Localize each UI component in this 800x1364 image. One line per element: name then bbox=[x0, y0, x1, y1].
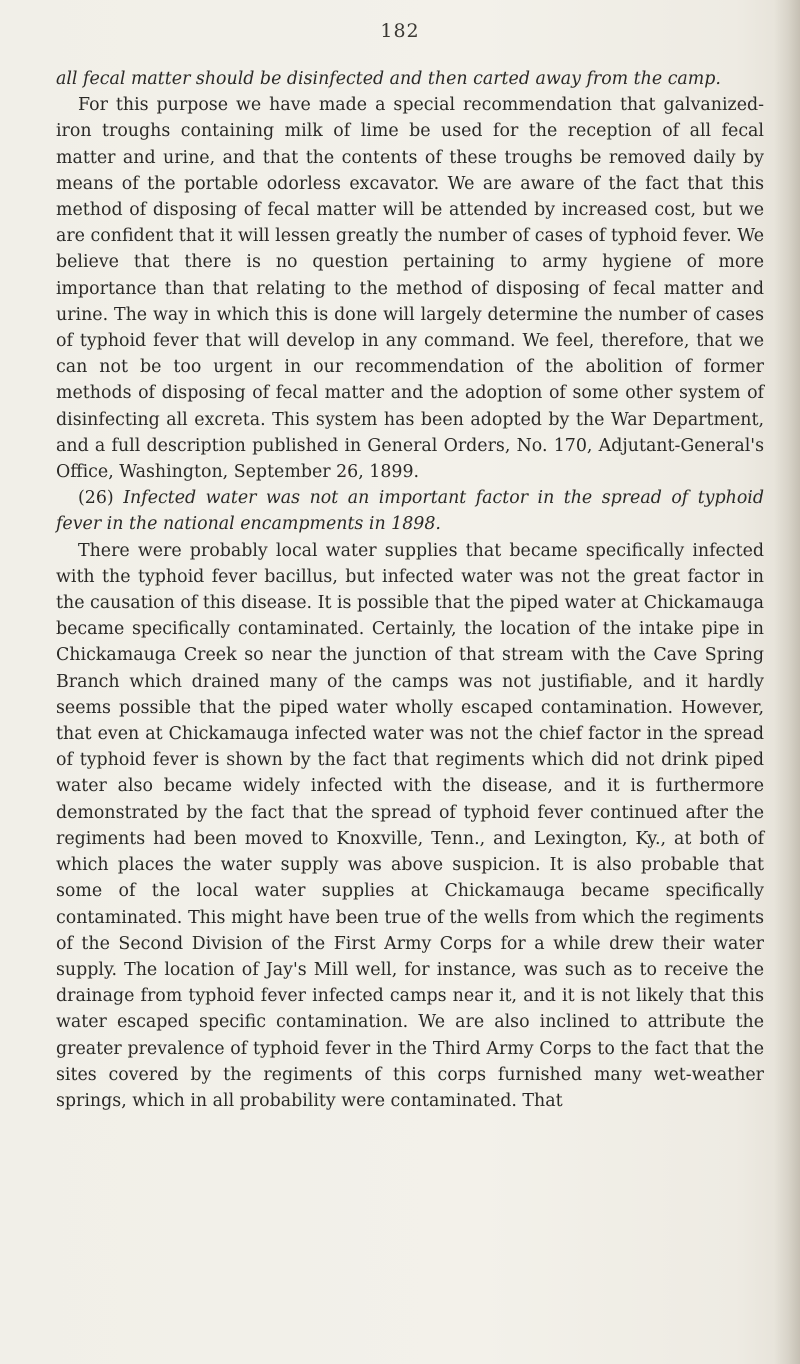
paragraph-continuation bbox=[56, 66, 764, 92]
continuation-italic-text: all fecal matter should be disinfected and then carted away from the camp. bbox=[56, 69, 721, 89]
section-heading-text: Infected water was not an important factor in the spread of typhoid fever in the national encampments in 1898. bbox=[56, 488, 765, 535]
paragraph-troughs: For this purpose we have made a special recommendation that galvanized-iron troughs containing milk of lime be used for the reception of all fecal matter and urine, and that the contents of these troughs be removed daily by means of the portable odorless excavator. We are aware of the fact that this method of disposing of fecal matter will be attended by increased cost, but we are confident that it will lessen greatly the number of cases of typhoid fever. We believe that there is no question pertaining to army hygiene of more importance than that relating to the method of disposing of fecal matter and urine. The way in which this is done will largely determine the number of cases of typhoid fever that will develop in any command. We feel, therefore, that we can not be too urgent in our recommendation of the abolition of former methods of disposing of fecal matter and the adoption of some other system of disinfecting all excreta. This system has been adopted by the War Department, and a full description published in General Orders, No. 170, Adjutant-General's Office, Washington, September 26, 1899. bbox=[56, 95, 764, 483]
page-number: 182 bbox=[380, 20, 420, 42]
section-number: (26) bbox=[78, 488, 114, 509]
page-edge-shadow bbox=[774, 0, 800, 1364]
body-text bbox=[56, 66, 764, 1114]
paragraph-water: There were probably local water supplies that became specifically infected with the typhoid fever bacillus, but infected water was not the great factor in the causation of this disease. It is possible that the piped water at Chickamauga became specifically contaminated. Certainly, the location of the intake pipe in Chickamauga Creek so near the junction of that stream with the Cave Spring Branch which drained many of the camps was not justifiable, and it hardly seems possible that the piped water wholly escaped contamination. However, that even at Chickamauga infected water was not the chief factor in the spread of typhoid fever is shown by the fact that regiments which did not drink piped water also became widely infected with the disease, and it is furthermore demonstrated by the fact that the spread of typhoid fever continued after the regiments had been moved to Knoxville, Tenn., and Lexington, Ky., at both of which places the water supply was above suspicion. It is also probable that some of the local water supplies at Chickamauga became specifically contaminated. This might have been true of the wells from which the regiments of the Second Division of the First Army Corps for a while drew their water supply. The location of Jay's Mill well, for instance, was such as to receive the drainage from typhoid fever infected camps near it, and it is not likely that this water escaped specific contamination. We are also inclined to attribute the greater prevalence of typhoid fever in the Third Army Corps to the fact that the sites covered by the regiments of this corps furnished many wet-weather springs, which in all probability were contaminated. That bbox=[56, 540, 764, 1111]
section-heading-26 bbox=[56, 485, 764, 537]
